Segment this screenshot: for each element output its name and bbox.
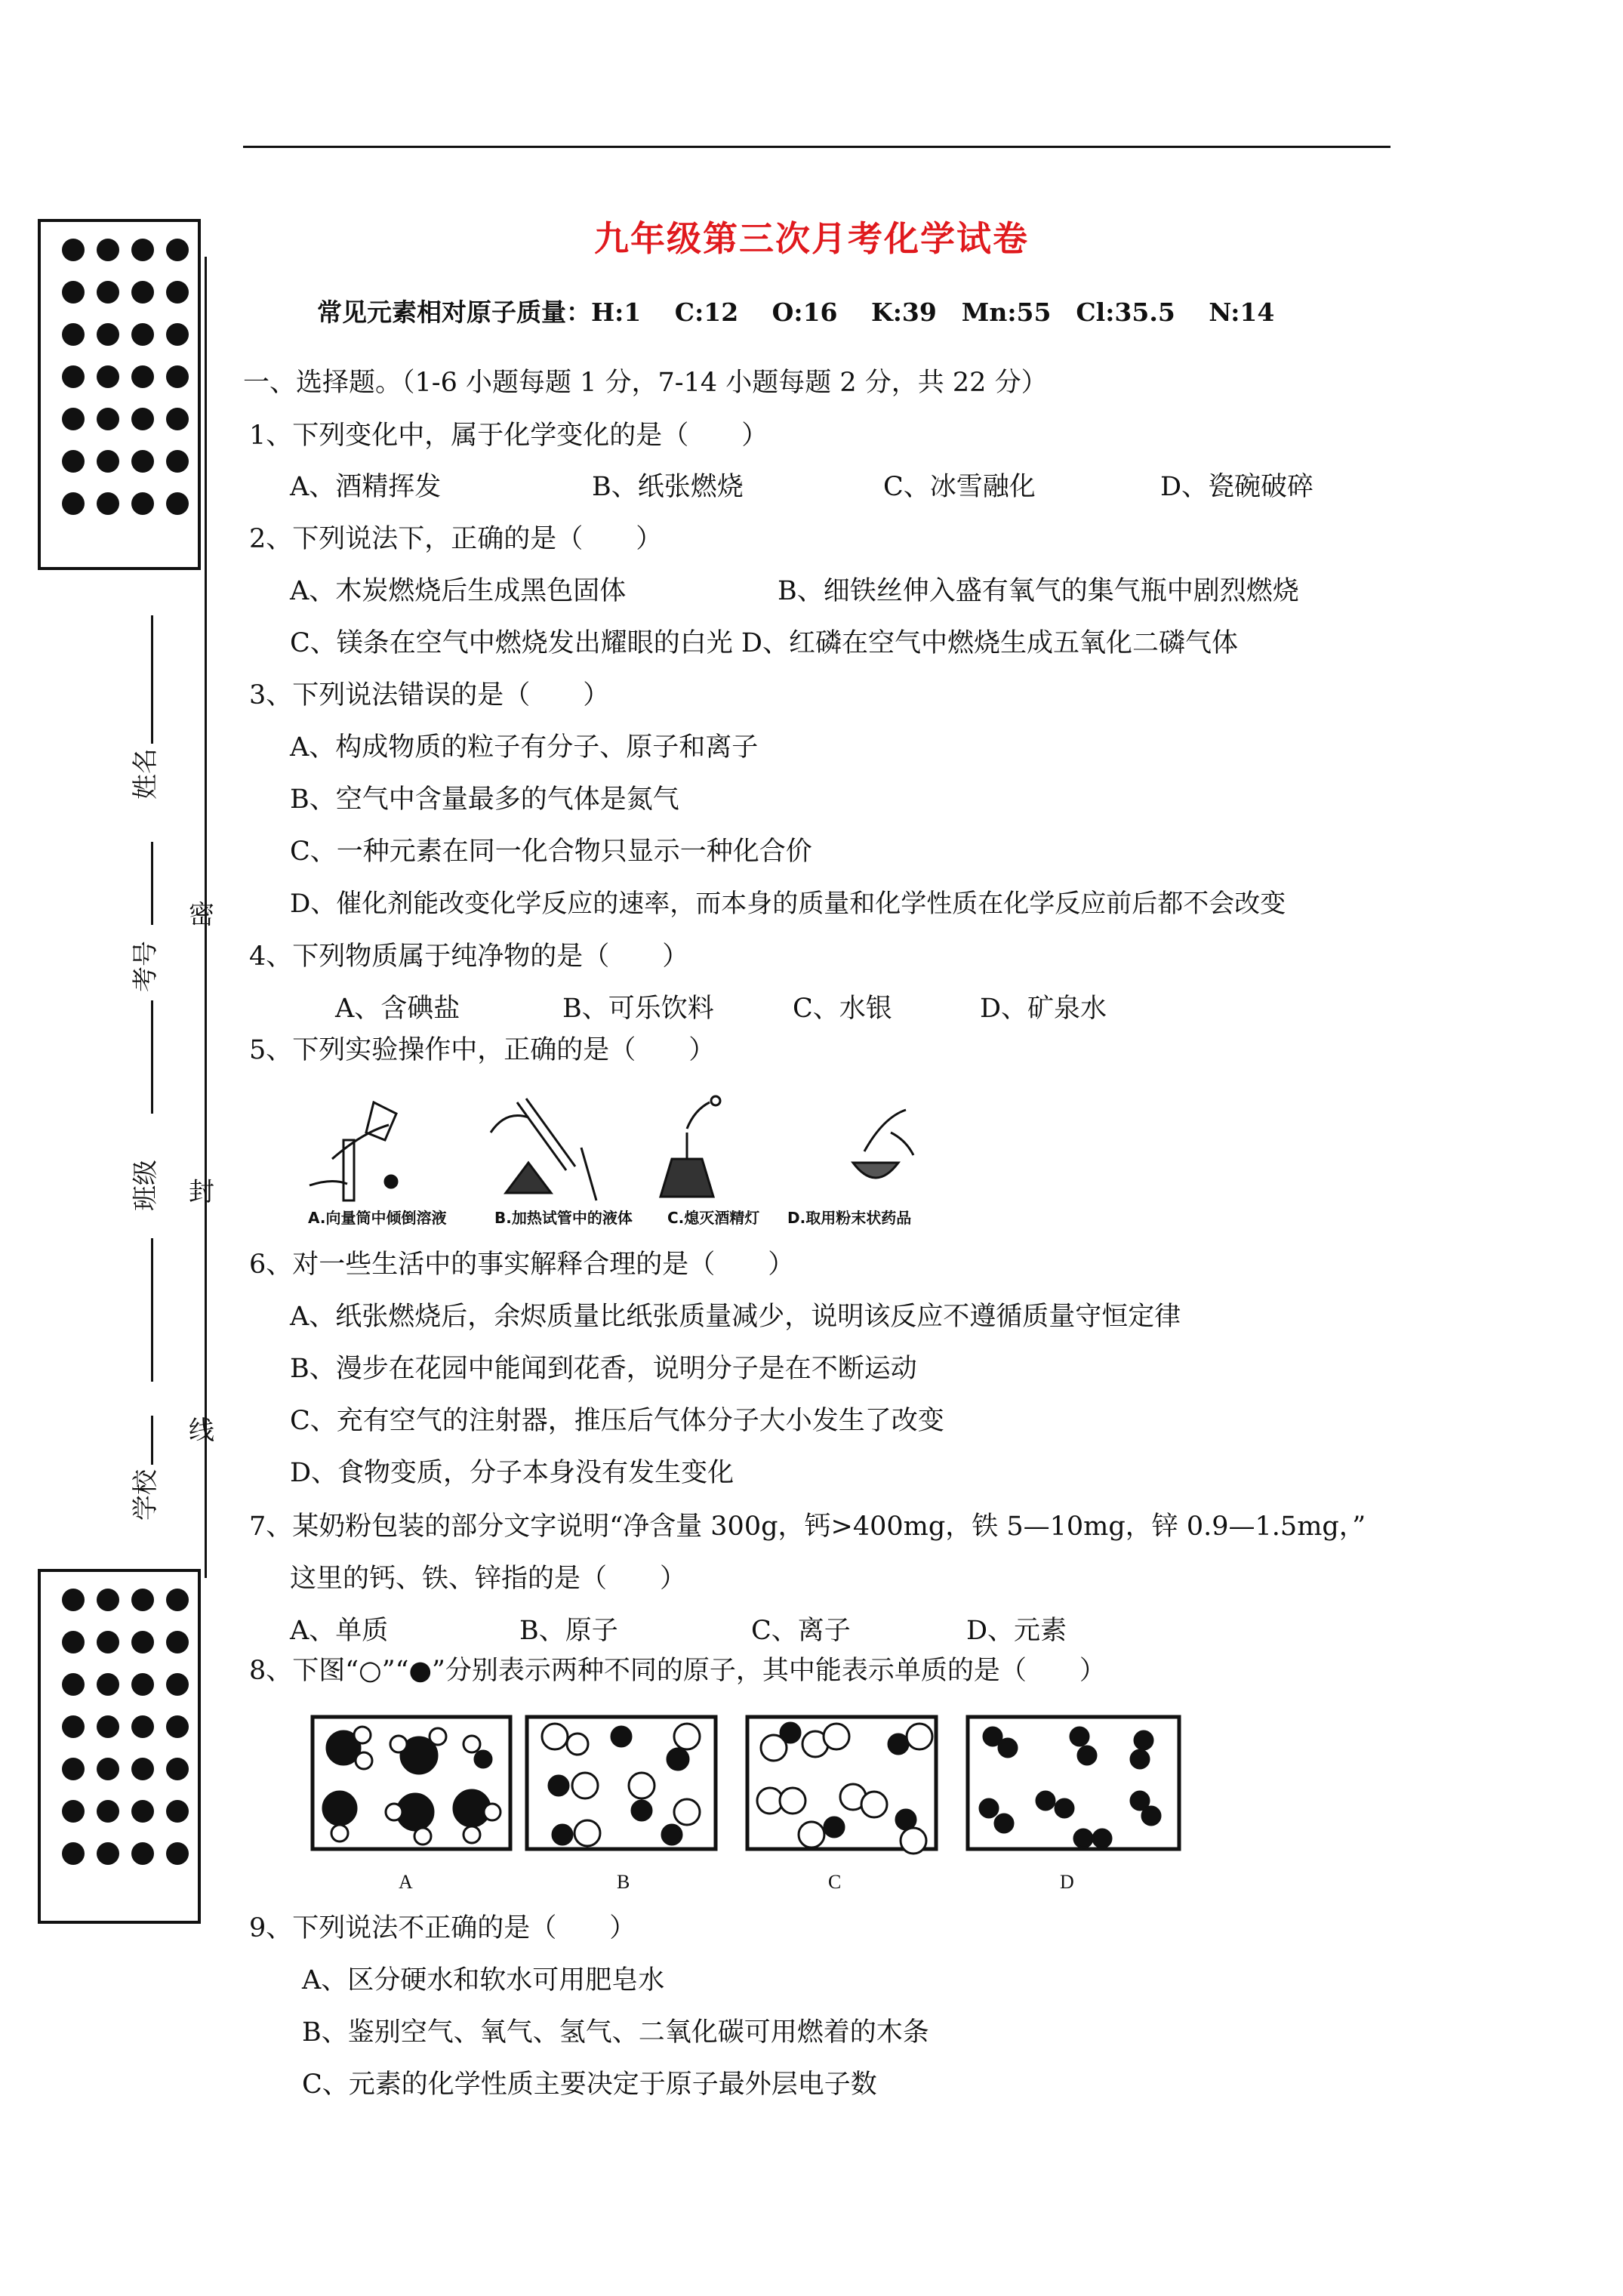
q6-option-b: B、漫步在花园中能闻到花香，说明分子是在不断运动 — [290, 1354, 917, 1384]
decorative-dot — [166, 281, 189, 304]
decorative-dot — [131, 450, 154, 473]
school-underline-lower — [151, 1416, 153, 1465]
decorative-dot — [62, 450, 85, 473]
school-label: 学校 — [131, 1469, 161, 1521]
dot-row — [62, 1589, 189, 1617]
dot-row — [62, 408, 189, 436]
q6-stem: 6、对一些生活中的事实解释合理的是（ ） — [249, 1250, 795, 1280]
q1-option-d: D、瓷碗破碎 — [1160, 472, 1314, 502]
name-underline — [151, 615, 153, 744]
dot-row — [62, 492, 189, 521]
q3-option-a: A、构成物质的粒子有分子、原子和离子 — [290, 732, 759, 763]
decorative-dot — [131, 1631, 154, 1653]
decorative-dot — [62, 1631, 85, 1653]
decorative-dot — [131, 1673, 154, 1696]
dot-box-bottom — [38, 1569, 201, 1924]
decorative-dot — [166, 1589, 189, 1611]
decorative-dot — [62, 1589, 85, 1611]
class-label: 班级 — [131, 1160, 161, 1211]
q7-option-c: C、离子 — [751, 1616, 851, 1646]
q8-label-c: C — [828, 1871, 842, 1893]
decorative-dot — [166, 1631, 189, 1653]
decorative-dot — [166, 323, 189, 346]
decorative-dot — [62, 1673, 85, 1696]
decorative-dot — [131, 323, 154, 346]
q5-stem: 5、下列实验操作中，正确的是（ ） — [249, 1035, 716, 1065]
q8-label-d: D — [1060, 1871, 1074, 1893]
dot-row — [62, 1758, 189, 1786]
decorative-dot — [131, 492, 154, 515]
q5-caption-c: C.熄灭酒精灯 — [667, 1209, 760, 1227]
seal-mi: 密 — [189, 900, 214, 930]
q4-option-a: A、含碘盐 — [335, 994, 460, 1024]
school-underline-upper — [151, 1238, 153, 1382]
decorative-dot — [62, 1842, 85, 1865]
dot-row — [62, 1673, 189, 1702]
decorative-dot — [62, 323, 85, 346]
decorative-dot — [97, 365, 119, 388]
dot-row — [62, 365, 189, 394]
exam-no-label: 考号 — [131, 941, 161, 992]
molecule-box-b — [527, 1717, 716, 1849]
q2-option-a: A、木炭燃烧后生成黑色固体 — [290, 576, 627, 606]
dot-row — [62, 323, 189, 352]
q6-option-a: A、纸张燃烧后，余烬质量比纸张质量减少，说明该反应不遵循质量守恒定律 — [290, 1302, 1181, 1332]
q7-option-b: B、原子 — [519, 1616, 618, 1646]
decorative-dot — [166, 1673, 189, 1696]
decorative-dot — [166, 1800, 189, 1823]
decorative-dot — [166, 450, 189, 473]
q9-option-c: C、元素的化学性质主要决定于原子最外层电子数 — [302, 2069, 877, 2100]
decorative-dot — [166, 239, 189, 261]
lab-extinguish-lamp — [661, 1096, 720, 1197]
q1-option-a: A、酒精挥发 — [290, 472, 442, 502]
q7-option-d: D、元素 — [966, 1616, 1067, 1646]
q9-stem: 9、下列说法不正确的是（ ） — [249, 1913, 636, 1943]
q4-stem: 4、下列物质属于纯净物的是（ ） — [249, 942, 689, 972]
q5-lab-figure — [302, 1087, 966, 1216]
dot-row — [62, 281, 189, 310]
class-underline — [151, 1000, 153, 1114]
q5-caption-d: D.取用粉末状药品 — [787, 1209, 912, 1227]
decorative-dot — [62, 1715, 85, 1738]
dot-row — [62, 239, 189, 267]
dot-row — [62, 450, 189, 479]
decorative-dot — [97, 1758, 119, 1780]
q2-stem: 2、下列说法下，正确的是（ ） — [249, 524, 663, 554]
decorative-dot — [97, 281, 119, 304]
decorative-dot — [62, 281, 85, 304]
q1-option-c: C、冰雪融化 — [883, 472, 1036, 502]
decorative-dot — [166, 408, 189, 430]
seal-xian: 线 — [189, 1416, 214, 1446]
decorative-dot — [131, 239, 154, 261]
decorative-dot — [97, 1673, 119, 1696]
decorative-dot — [62, 408, 85, 430]
q8-label-a: A — [399, 1871, 413, 1893]
decorative-dot — [97, 450, 119, 473]
decorative-dot — [166, 1715, 189, 1738]
decorative-dot — [166, 365, 189, 388]
q4-option-b: B、可乐饮料 — [562, 994, 714, 1024]
q7-stem-cont: 这里的钙、铁、锌指的是（ ） — [290, 1564, 687, 1594]
header-rule — [243, 146, 1390, 148]
decorative-dot — [166, 492, 189, 515]
q3-option-b: B、空气中含量最多的气体是氮气 — [290, 784, 679, 815]
molecule-box-a — [313, 1717, 510, 1849]
dot-row — [62, 1631, 189, 1660]
q6-option-d: D、食物变质，分子本身没有发生变化 — [290, 1458, 735, 1488]
atomic-masses: 常见元素相对原子质量：H:1 C:12 O:16 K:39 Mn:55 Cl:35.5 N:14 — [317, 297, 1275, 327]
decorative-dot — [97, 1589, 119, 1611]
molecule-box-d — [968, 1717, 1179, 1849]
decorative-dot — [62, 1800, 85, 1823]
decorative-dot — [97, 1631, 119, 1653]
decorative-dot — [97, 1715, 119, 1738]
q7-stem: 7、某奶粉包装的部分文字说明“净含量 300g，钙>400mg，铁 5—10mg，锌 0.9—1.5mg，” — [249, 1512, 1366, 1542]
decorative-dot — [166, 1758, 189, 1780]
decorative-dot — [97, 408, 119, 430]
decorative-dot — [131, 365, 154, 388]
decorative-dot — [62, 492, 85, 515]
decorative-dot — [62, 239, 85, 261]
page-title: 九年级第三次月考化学试卷 — [594, 218, 1029, 259]
dot-row — [62, 1842, 189, 1871]
decorative-dot — [97, 1842, 119, 1865]
decorative-dot — [131, 281, 154, 304]
q5-caption-b: B.加热试管中的液体 — [494, 1209, 633, 1227]
q9-option-b: B、鉴别空气、氧气、氢气、二氧化碳可用燃着的木条 — [302, 2017, 929, 2048]
decorative-dot — [131, 1758, 154, 1780]
molecule-box-c — [747, 1717, 936, 1854]
lab-pour-liquid — [310, 1102, 397, 1200]
q7-option-a: A、单质 — [290, 1616, 389, 1646]
decorative-dot — [97, 323, 119, 346]
q8-stem: 8、下图“○”“●”分别表示两种不同的原子，其中能表示单质的是（ ） — [249, 1656, 1106, 1686]
decorative-dot — [166, 1842, 189, 1865]
q4-option-d: D、矿泉水 — [980, 994, 1107, 1024]
q3-stem: 3、下列说法错误的是（ ） — [249, 680, 610, 710]
q6-option-c: C、充有空气的注射器，推压后气体分子大小发生了改变 — [290, 1406, 944, 1436]
decorative-dot — [131, 1715, 154, 1738]
dot-row — [62, 1715, 189, 1744]
seal-feng: 封 — [189, 1177, 214, 1207]
decorative-dot — [62, 1758, 85, 1780]
lab-heat-tube — [491, 1099, 596, 1200]
q1-stem: 1、下列变化中，属于化学变化的是（ ） — [249, 421, 768, 451]
decorative-dot — [97, 492, 119, 515]
q8-molecule-figure — [310, 1714, 1200, 1865]
q3-option-d: D、催化剂能改变化学反应的速率，而本身的质量和化学性质在化学反应前后都不会改变 — [290, 889, 1286, 919]
q5-caption-a: A.向量筒中倾倒溶液 — [308, 1209, 447, 1227]
lab-powder-scoop — [853, 1110, 913, 1178]
q9-option-a: A、区分硬水和软水可用肥皂水 — [302, 1965, 665, 1996]
q2-option-cd: C、镁条在空气中燃烧发出耀眼的白光 D、红磷在空气中燃烧生成五氧化二磷气体 — [290, 628, 1238, 658]
dot-box-top — [38, 219, 201, 570]
decorative-dot — [97, 1800, 119, 1823]
q2-option-b: B、细铁丝伸入盛有氧气的集气瓶中剧烈燃烧 — [778, 576, 1299, 606]
name-label: 姓名 — [131, 748, 161, 800]
decorative-dot — [97, 239, 119, 261]
dot-row — [62, 1800, 189, 1829]
decorative-dot — [131, 1842, 154, 1865]
q4-option-c: C、水银 — [793, 994, 892, 1024]
decorative-dot — [131, 408, 154, 430]
q1-option-b: B、纸张燃烧 — [592, 472, 744, 502]
q8-label-b: B — [617, 1871, 630, 1893]
q3-option-c: C、一种元素在同一化合物只显示一种化合价 — [290, 837, 812, 867]
decorative-dot — [62, 365, 85, 388]
section-heading: 一、选择题。（1-6 小题每题 1 分，7-14 小题每题 2 分，共 22 分） — [243, 368, 1048, 398]
exam-no-underline — [151, 842, 153, 925]
decorative-dot — [131, 1589, 154, 1611]
decorative-dot — [131, 1800, 154, 1823]
